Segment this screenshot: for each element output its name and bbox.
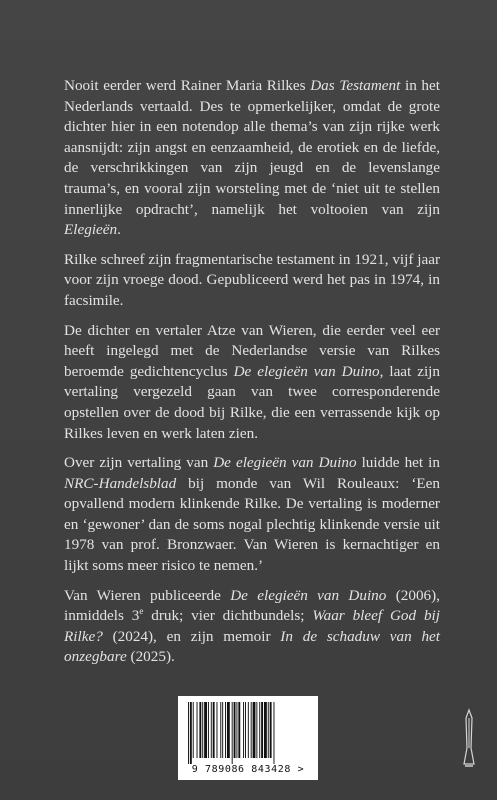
barcode-bar — [208, 702, 209, 758]
barcode-bar — [232, 702, 233, 764]
barcode-bar — [213, 702, 215, 758]
text-run: (2024), en zijn memoir — [102, 627, 281, 645]
text-run: druk; vier dichtbundels; — [143, 607, 313, 625]
barcode-bar — [188, 702, 189, 764]
barcode-bar — [225, 702, 226, 758]
blurb-paragraph — [64, 76, 440, 241]
barcode-bar — [190, 702, 192, 764]
barcode-bar — [270, 702, 272, 758]
barcode-bar — [222, 702, 223, 758]
superscript: e — [139, 606, 144, 617]
blurb-paragraph — [64, 321, 440, 445]
isbn-number: 9 789086 843428 > — [191, 764, 305, 775]
barcode-bar — [197, 702, 198, 758]
blurb-paragraph — [64, 453, 440, 577]
text-run: (2025). — [126, 648, 175, 666]
barcode-bar — [227, 702, 230, 758]
barcode-bar — [259, 702, 260, 758]
text-run: , laat zijn vertaling vergezeld gaan van twee corresponderende opstellen over de dood bij Rilke, die een verrassende kijk op Rilkes leven en werk laten zien. — [64, 362, 440, 442]
blurb-paragraph — [64, 250, 440, 312]
italic-title: De elegieën van Duino — [233, 362, 380, 380]
italic-title: Elegieën — [64, 221, 118, 239]
italic-title: Waar bleef God bij Rilke? — [64, 607, 440, 645]
barcode-bar — [261, 702, 263, 758]
text-run: (2006), inmiddels 3 — [64, 586, 440, 625]
italic-title: De elegieën van Duino — [213, 454, 357, 472]
barcode-bar — [204, 702, 207, 758]
barcode-bar — [217, 702, 218, 758]
barcode-bar — [238, 702, 240, 758]
text-run: . — [117, 221, 121, 239]
barcode-bar — [245, 702, 246, 758]
text-run: in het Nederlands vertaald. Des te opmerkelijker, omdat de grote dichter hier in een notendop alle thema’s van zijn rijke werk aansnijdt: zijn angst en eenzaamheid, de erotiek en de liefde, de verschrikkingen van zijn jeugd en de levenslange trauma’s, en vooral zijn worsteling met de ‘niet uit te stellen innerlijke opdracht’, namelijk het voltooien van zijn — [64, 77, 440, 218]
barcode-bar — [264, 702, 267, 758]
text-run: De dichter en vertaler Atze van Wieren, die eerder veel eer heeft ingelegd met de Nederlandse versie van Rilkes beroemde gedichtencyclus — [64, 321, 440, 380]
italic-title: De elegieën van Duino — [230, 586, 387, 604]
isbn-barcode — [178, 696, 318, 780]
text-run: Rilke schreef zijn fragmentarische testament in 1921, vijf jaar voor zijn vroege dood. Gepubliceerd werd het pas in 1974, in facsimile. — [64, 250, 440, 309]
barcode-bar — [220, 702, 221, 758]
text-run: bij monde van Wil Rouleaux: ‘Een opvallend modern klinkende Rilke. De vertaling is moderner en ‘gewoner’ dan de soms nogal plechtig klinkende versie uit 1978 van prof. Bronzwaer. Van Wieren is kernachtiger en lijkt soms meer risico te nemen.’ — [64, 474, 440, 575]
barcode-bar — [274, 702, 275, 764]
barcode-bar — [211, 702, 212, 758]
barcode-bar — [199, 702, 201, 758]
italic-title: NRC-Handelsblad — [64, 474, 177, 492]
barcode-bar — [234, 702, 236, 758]
barcode-bar — [248, 702, 249, 758]
barcode-bar — [243, 702, 244, 758]
barcode-bar — [256, 702, 257, 758]
italic-title: Das Testament — [310, 77, 401, 94]
text-run: luidde het in — [356, 454, 440, 472]
barcode-bar — [193, 702, 194, 758]
blurb-paragraph — [64, 586, 440, 668]
text-run: Over zijn vertaling van — [64, 454, 214, 472]
blurb-text — [64, 76, 440, 677]
barcode-icon — [186, 702, 310, 764]
text-run: Nooit eerder werd Rainer Maria Rilkes — [64, 77, 311, 94]
italic-title: In de schaduw van het onzegbare — [64, 627, 441, 666]
barcode-bar — [253, 702, 256, 758]
lamp-logo-icon — [462, 708, 476, 768]
barcode-bar — [268, 702, 269, 758]
barcode-bar — [202, 702, 203, 758]
text-run: Van Wieren publiceerde — [64, 586, 231, 604]
barcode-bar — [251, 702, 252, 758]
barcode-bar — [236, 702, 237, 758]
